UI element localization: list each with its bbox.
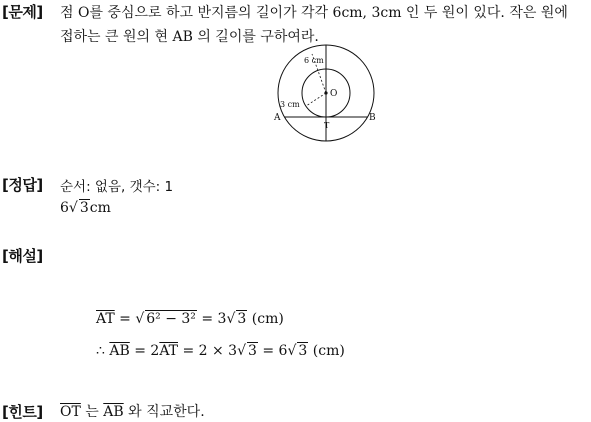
answer-meta: 순서: 없음, 갯수: 1 (60, 179, 174, 195)
eq2-sqrt: √ 3 (237, 343, 257, 359)
label-3cm: 3 cm (280, 100, 300, 109)
eq1-sqrt: √ 6² − 3² (135, 311, 196, 327)
problem-label: [문제] (2, 3, 43, 21)
eq2-at: $\overline{AT}$ (159, 343, 178, 359)
eq2-radicand: 3 (248, 343, 257, 359)
hint-label: [힌트] (2, 403, 43, 421)
hint-word-2: 와 직교한다. (123, 404, 205, 420)
hint-word-1: 는 (80, 404, 104, 420)
eq2-mid: = 2 × 3 (178, 343, 238, 359)
label-b: B (369, 113, 376, 123)
eq1-at: $\overline{AT}$ (96, 311, 115, 327)
answer-radicand: 3 (79, 200, 89, 216)
explanation-label: [해설] (2, 247, 43, 265)
label-6cm: 6 cm (304, 56, 324, 65)
eq1-mid: = 3 (196, 311, 227, 327)
problem-line-2: 접하는 큰 원의 현 AB 의 길이를 구하여라. (60, 29, 319, 45)
hint-ot: $\overline{OT}$ (60, 404, 81, 420)
answer-coef: 6 (60, 200, 69, 216)
eq2-sqrt2: √ 3 (287, 343, 308, 359)
label-a: A (274, 113, 281, 123)
label-o: O (330, 89, 338, 99)
answer-sqrt: √ 3 (68, 200, 89, 216)
circle-diagram (268, 44, 384, 148)
answer-label: [정답] (2, 176, 43, 194)
eq2-therefore: ∴ (96, 343, 110, 359)
eq1-sqrt2: √ 3 (226, 311, 247, 327)
radius-3cm-dotted (306, 93, 326, 106)
eq1-radicand-2: 3 (237, 311, 247, 327)
hint-ab: $\overline{AB}$ (103, 404, 124, 420)
equation-1: $\overline{AT}$ = √ 6² − 3² = 3√ 3 (cm) (96, 311, 284, 327)
eq2-ab: $\overline{AB}$ (109, 343, 130, 359)
center-dot (324, 91, 327, 94)
label-t: T (324, 121, 330, 130)
answer-value (60, 200, 111, 216)
eq2-mid-2: = 6 (257, 343, 288, 359)
hint-text (60, 401, 205, 421)
eq1-radicand: 6² − 3² (146, 311, 196, 327)
eq2-unit: (cm) (308, 343, 345, 359)
eq1-unit: (cm) (247, 311, 284, 327)
equation-2 (96, 343, 345, 359)
problem-line-1: 점 O를 중심으로 하고 반지름의 길이가 각각 6cm, 3cm 인 두 원이 있다. 작은 원에 (60, 5, 568, 21)
answer-unit: cm (89, 200, 111, 216)
eq2-radicand-2: 3 (298, 343, 308, 359)
eq2-eq: = 2 (129, 343, 160, 359)
